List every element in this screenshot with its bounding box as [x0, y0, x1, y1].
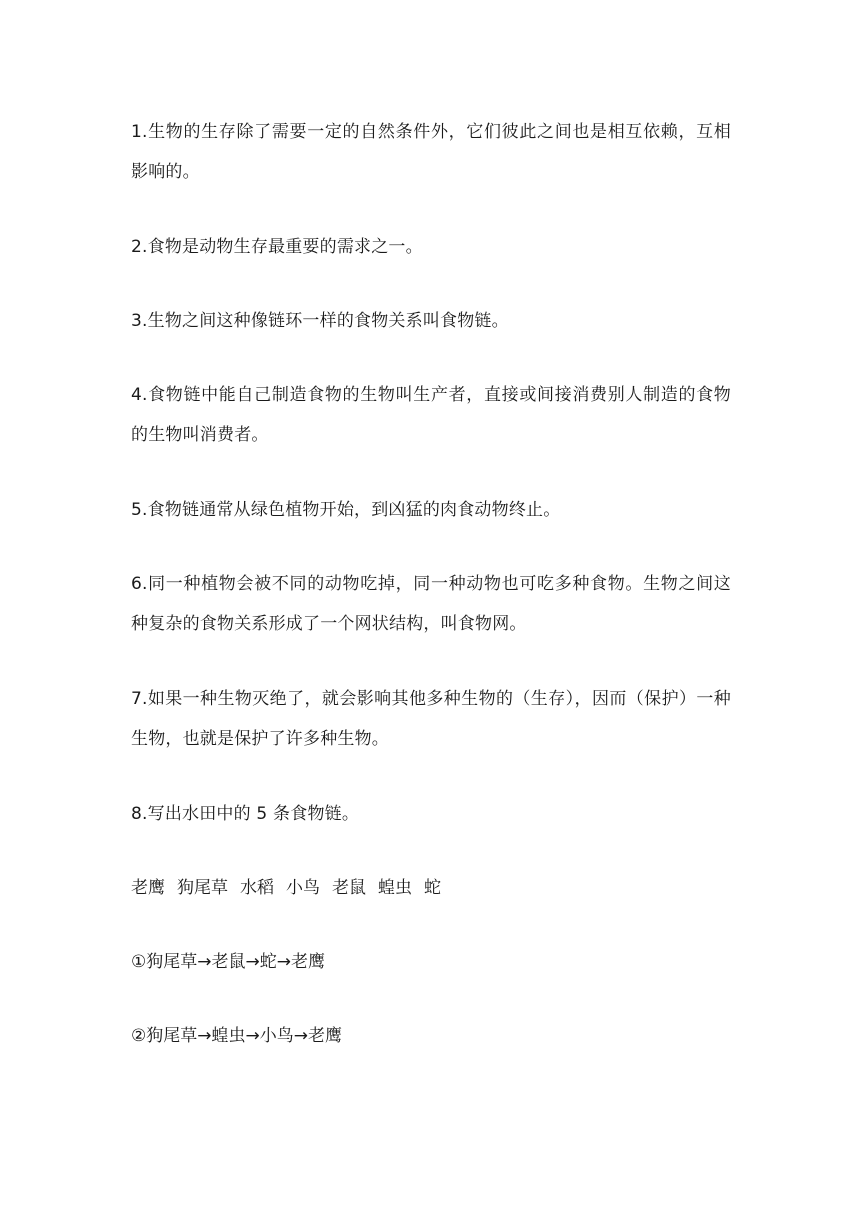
organism-item: 蝗虫	[378, 878, 412, 898]
paragraph-6: 6.同一种植物会被不同的动物吃掉，同一种动物也可吃多种食物。生物之间这种复杂的食物关系形成了一个网状结构，叫食物网。	[131, 574, 731, 634]
paragraph-3: 3.生物之间这种像链环一样的食物关系叫食物链。	[131, 311, 509, 331]
food-chain-1: ①狗尾草→老鼠→蛇→老鹰	[131, 952, 325, 972]
organism-item: 蛇	[424, 878, 441, 898]
paragraph-8: 8.写出水田中的 5 条食物链。	[131, 804, 360, 824]
organism-item: 水稻	[240, 878, 274, 898]
food-chain-2: ②狗尾草→蝗虫→小鸟→老鹰	[131, 1026, 342, 1046]
organism-item: 小鸟	[286, 878, 320, 898]
paragraph-4: 4.食物链中能自己制造食物的生物叫生产者，直接或间接消费别人制造的食物的生物叫消费者。	[131, 385, 731, 445]
organism-item: 老鹰	[131, 878, 165, 898]
paragraph-5: 5.食物链通常从绿色植物开始，到凶猛的肉食动物终止。	[131, 500, 561, 520]
document-body	[131, 112, 731, 1090]
organism-list	[131, 868, 731, 908]
paragraph-2: 2.食物是动物生存最重要的需求之一。	[131, 237, 423, 257]
paragraph-1: 1.生物的生存除了需要一定的自然条件外，它们彼此之间也是相互依赖，互相影响的。	[131, 122, 731, 182]
organism-item: 老鼠	[332, 878, 366, 898]
paragraph-7: 7.如果一种生物灭绝了，就会影响其他多种生物的（生存），因而（保护）一种生物，也就是保护了许多种生物。	[131, 689, 731, 749]
organism-item: 狗尾草	[177, 878, 228, 898]
